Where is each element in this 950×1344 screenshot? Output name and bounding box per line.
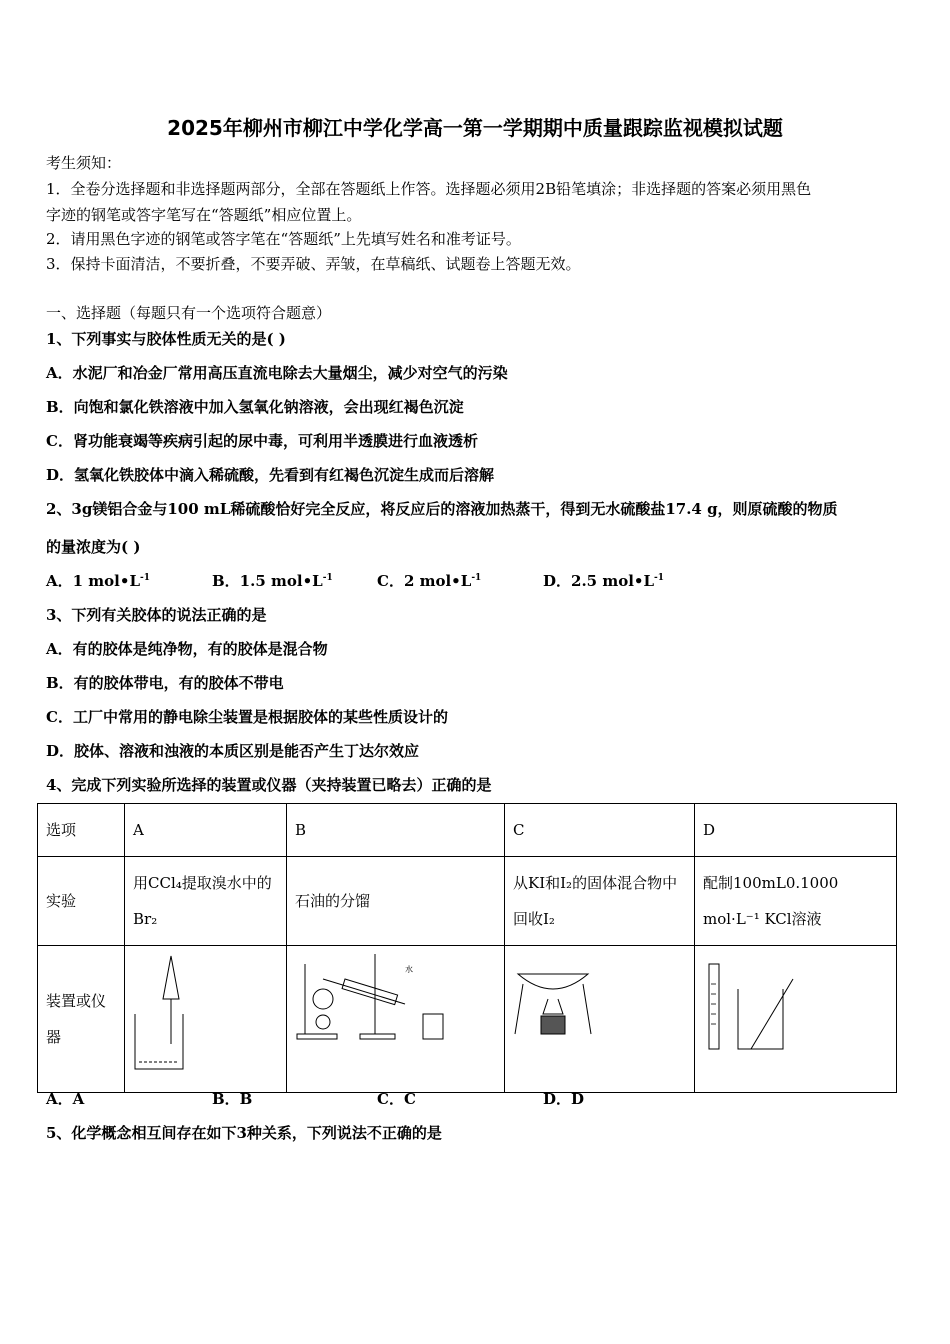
question-3-option: C．工厂中常用的静电除尘装置是根据胶体的某些性质设计的 <box>46 708 448 726</box>
table-header-cell: B <box>287 804 505 857</box>
question-4-option-a: A．A <box>46 1090 85 1108</box>
notice-heading: 考生须知： <box>46 154 122 172</box>
cylinder-beaker-image <box>695 946 897 1093</box>
table-header-cell: 选项 <box>38 804 125 857</box>
table-header-cell: D <box>695 804 897 857</box>
question-3-option: B．有的胶体带电，有的胶体不带电 <box>46 674 284 692</box>
separatory-funnel-image <box>125 946 287 1093</box>
table-cell: 用CCl₄提取溴水中的Br₂ <box>125 857 287 946</box>
question-5-stem: 5、化学概念相互间存在如下3种关系，下列说法不正确的是 <box>46 1124 442 1142</box>
question-1-option: B．向饱和氯化铁溶液中加入氢氧化钠溶液，会出现红褐色沉淀 <box>46 398 464 416</box>
table-cell: 配制100mL0.1000 mol·L⁻¹ KCl溶液 <box>695 857 897 946</box>
question-2-option-d: D．2.5 $mol•L^{-1}$ <box>543 572 665 590</box>
question-4-table <box>37 803 897 1093</box>
question-4-option-d: D．D <box>543 1090 585 1108</box>
question-2-option-a: A．1 $mol•L^{-1}$ <box>46 572 151 590</box>
question-4-option-b: B．B <box>212 1090 253 1108</box>
question-2-option-c: C．2 $mol•L^{-1}$ <box>377 572 482 590</box>
notice-item: 2．请用黑色字迹的钢笔或答字笔在“答题纸”上先填写姓名和准考证号。 <box>46 230 521 248</box>
sublimation-apparatus-image <box>505 946 695 1093</box>
question-1-option: C．肾功能衰竭等疾病引起的尿中毒，可利用半透膜进行血液透析 <box>46 432 478 450</box>
question-2-option-b: B．1.5 $mol•L^{-1}$ <box>212 572 333 590</box>
question-2-stem: 2、3g镁铝合金与100 mL稀硫酸恰好完全反应，将反应后的溶液加热蒸干，得到无水硫酸盐17.4 g，则原硫酸的物质 <box>46 500 838 518</box>
notice-item: 3．保持卡面清洁，不要折叠，不要弄破、弄皱，在草稿纸、试题卷上答题无效。 <box>46 255 581 273</box>
page-title: 2025年柳州市柳江中学化学高一第一学期期中质量跟踪监视模拟试题 <box>167 116 783 140</box>
table-cell: 石油的分馏 <box>287 857 505 946</box>
question-4-option-c: C．C <box>377 1090 416 1108</box>
question-1-option: D．氢氧化铁胶体中滴入稀硫酸，先看到有红褐色沉淀生成而后溶解 <box>46 466 495 484</box>
table-row-label: 装置或仪器 <box>38 946 125 1093</box>
table-cell: 从KI和I₂的固体混合物中回收I₂ <box>505 857 695 946</box>
section-heading: 一、选择题（每题只有一个选项符合题意） <box>46 304 332 322</box>
question-3-stem: 3、下列有关胶体的说法正确的是 <box>46 606 267 624</box>
question-3-option: D．胶体、溶液和浊液的本质区别是能否产生丁达尔效应 <box>46 742 420 760</box>
question-1-stem: 1、下列事实与胶体性质无关的是( ) <box>46 330 286 348</box>
table-header-cell: C <box>505 804 695 857</box>
question-3-option: A．有的胶体是纯净物，有的胶体是混合物 <box>46 640 328 658</box>
question-2-stem-cont: 的量浓度为( ) <box>46 538 141 556</box>
question-1-option: A．水泥厂和冶金厂常用高压直流电除去大量烟尘，减少对空气的污染 <box>46 364 508 382</box>
notice-item: 1．全卷分选择题和非选择题两部分，全部在答题纸上作答。选择题必须用2B铅笔填涂；非选择题的答案必须用黑色 <box>46 180 812 198</box>
distillation-apparatus-image <box>287 946 505 1093</box>
question-4-stem: 4、完成下列实验所选择的装置或仪器（夹持装置已略去）正确的是 <box>46 776 492 794</box>
svg-text:水: 水 <box>405 965 413 974</box>
notice-item: 字迹的钢笔或答字笔写在“答题纸”相应位置上。 <box>46 206 362 224</box>
table-row-label: 实验 <box>38 857 125 946</box>
table-header-cell: A <box>125 804 287 857</box>
